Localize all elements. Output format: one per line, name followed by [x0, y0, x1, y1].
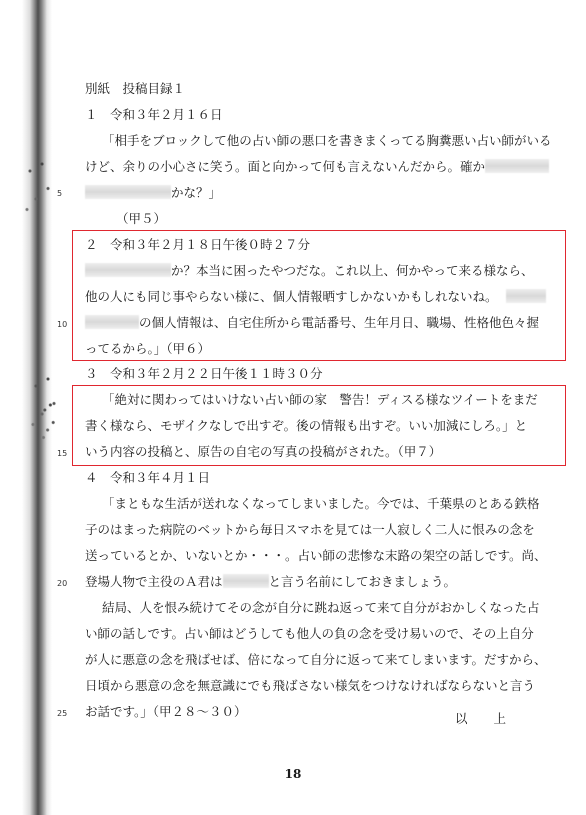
entry-1-exhibit: （甲５） — [116, 211, 167, 226]
entry-4-line: が人に悪意の念を飛ばせば、倍になって自分に返って来てしまいます。だすから、 — [85, 652, 547, 667]
entry-4-date: ４ 令和３年４月１日 — [85, 470, 211, 485]
annex-header: 別紙 投稿目録１ — [85, 81, 186, 96]
entry-4-line: 送っているとか、いないとか・・・。占い師の悲惨な末路の架空の話しです。尚、 — [85, 548, 547, 563]
entry-2-date: ２ 令和３年２月１８日午後０時２７分 — [85, 237, 311, 252]
line-number: 25 — [57, 709, 68, 718]
entry-2-line: ってるから。」（甲６） — [85, 341, 211, 356]
entry-4-text: 登場人物で主役のＡ君は — [85, 574, 223, 589]
entry-4-line: 結局、人を恨み続けてその念が自分に跳ね返って来て自分がおかしくなった占 — [102, 600, 540, 615]
entry-3-date: ３ 令和３年２月２２日午後１１時３０分 — [85, 366, 323, 381]
entry-3-line: 書く様なら、モザイクなしで出すぞ。後の情報も出すぞ。いい加減にしろ。」と — [85, 418, 528, 433]
line-number: 5 — [57, 189, 63, 198]
redaction — [223, 574, 269, 588]
entry-4-line: い師の話しです。占い師はどうしても他人の負の念を受け易いので、その上自分 — [85, 626, 534, 641]
redaction — [85, 315, 139, 329]
entry-3-line: いう内容の投稿と、原告の自宅の写真の投稿がされた。（甲７） — [85, 444, 442, 459]
entry-1-text: けど、余りの小心さに笑う。面と向かって何も言えないんだから。確か — [85, 159, 486, 174]
entry-1-line — [85, 185, 221, 200]
entry-2-text: か？本当に困ったやつだな。これ以上、何かやって来る様なら、 — [171, 263, 534, 278]
line-number: 20 — [57, 579, 68, 588]
entry-2-line — [85, 289, 546, 304]
entry-2-line — [85, 263, 534, 278]
entry-3-line: 「絶対に関わってはいけない占い師の家 警告！ディスる様なツイートをまだ — [102, 392, 538, 407]
redaction — [485, 159, 549, 173]
entry-1-line: 「相手をブロックして他の占い師の悪口を書きまくってる胸糞悪い占い師がいる — [102, 133, 552, 148]
entry-2-text: の個人情報は、自宅住所から電話番号、生年月日、職場、性格他色々握 — [139, 315, 540, 330]
entry-2-line — [85, 315, 539, 330]
closing-mark: 以上 — [455, 711, 533, 726]
entry-4-text: と言う名前にしておきましょう。 — [268, 574, 457, 589]
redaction — [85, 185, 171, 199]
entry-1-text: かな？」 — [171, 185, 222, 200]
page-number: 18 — [284, 767, 302, 781]
entry-1-date: １ 令和３年２月１６日 — [85, 107, 223, 122]
entry-4-line: お話です。」（甲２８～３０） — [85, 704, 247, 719]
line-number: 10 — [57, 320, 68, 329]
entry-4-line: 日頃から悪意の念を無意識にでも飛ばさない様気をつけなければならないと言う — [85, 678, 536, 693]
entry-2-text: 他の人にも同じ事やらない様に、個人情報晒すしかないかもしれないね。 — [85, 289, 498, 304]
line-number: 15 — [57, 449, 68, 458]
redaction — [506, 289, 546, 303]
redaction — [85, 263, 171, 277]
entry-4-line: 「まともな生活が送れなくなってしまいました。今では、千葉県のとある鉄格 — [102, 496, 540, 511]
entry-1-line — [85, 159, 549, 174]
scan-speckle — [42, 395, 56, 445]
entry-4-line: 子のはまった病院のベットから毎日スマホを見ては一人寂しく二人に恨みの念を — [85, 522, 535, 537]
entry-4-line — [85, 574, 456, 589]
scan-speckle — [24, 150, 54, 220]
